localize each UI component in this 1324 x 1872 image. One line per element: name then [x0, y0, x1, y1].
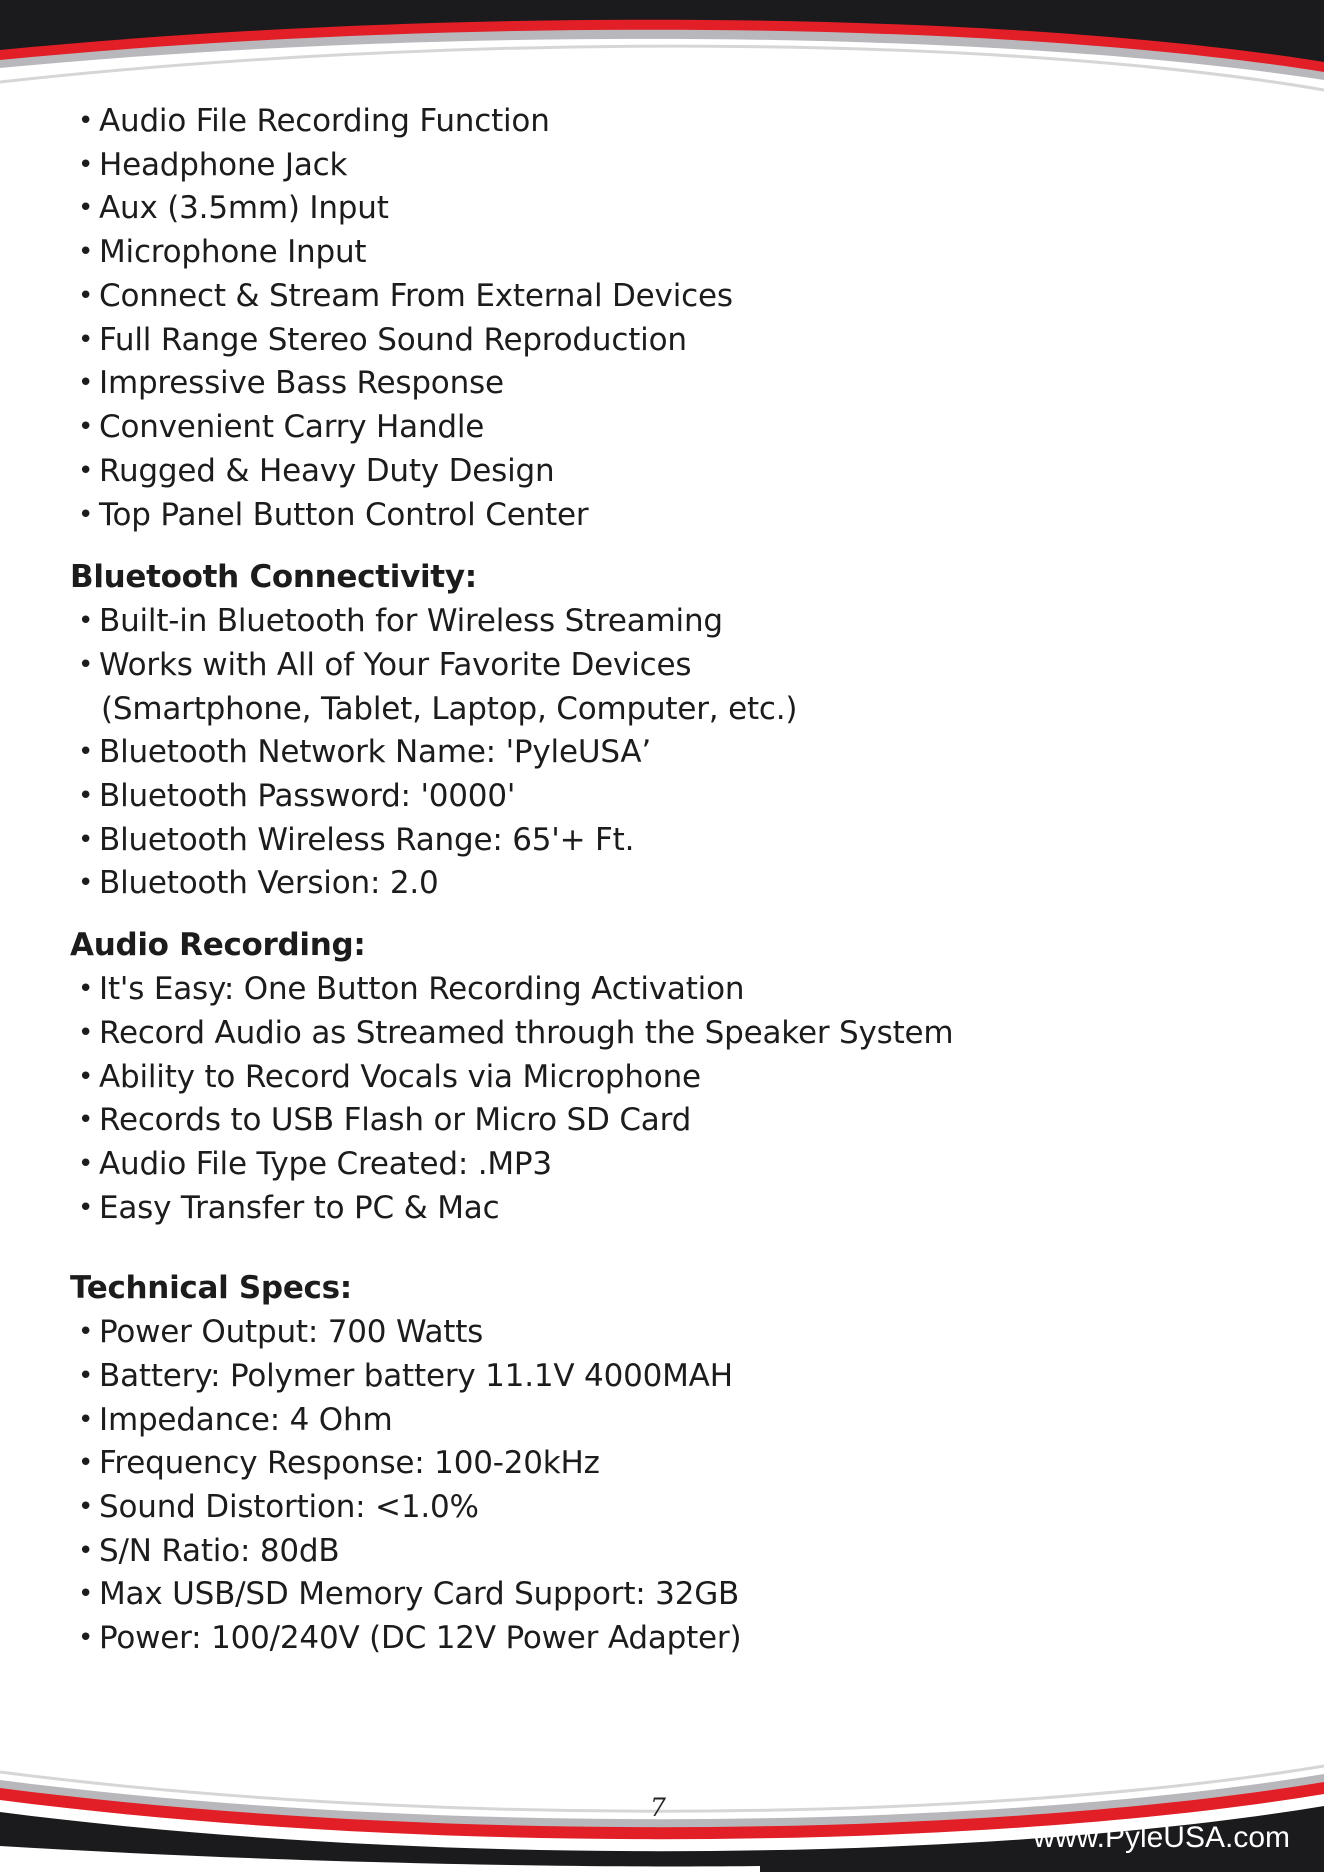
- section-heading-audio-recording: Audio Recording:: [70, 927, 366, 963]
- bullet-icon: •: [78, 737, 94, 767]
- bullet-icon: •: [78, 650, 94, 680]
- spec-item: • Power Output: 700 Watts: [78, 1310, 483, 1356]
- bullet-icon: •: [78, 868, 94, 898]
- spec-item: • Frequency Response: 100-20kHz: [78, 1441, 600, 1487]
- bullet-icon: •: [78, 456, 94, 486]
- feature-item: • Rugged & Heavy Duty Design: [78, 449, 554, 495]
- bullet-icon: •: [78, 368, 94, 398]
- spec-item: • Battery: Polymer battery 11.1V 4000MAH: [78, 1354, 733, 1400]
- bullet-icon: •: [78, 237, 94, 267]
- feature-item-continuation: (Smartphone, Tablet, Laptop, Computer, etc.): [101, 691, 798, 727]
- feature-item: • Aux (3.5mm) Input: [78, 186, 389, 232]
- feature-item: • Ability to Record Vocals via Microphone: [78, 1055, 701, 1101]
- bullet-icon: •: [78, 781, 94, 811]
- bullet-icon: •: [78, 106, 94, 136]
- feature-item: • Headphone Jack: [78, 143, 347, 189]
- bullet-icon: •: [78, 974, 94, 1004]
- bullet-icon: •: [78, 606, 94, 636]
- feature-item: • Easy Transfer to PC & Mac: [78, 1186, 499, 1232]
- bullet-icon: •: [78, 1018, 94, 1048]
- bullet-icon: •: [78, 193, 94, 223]
- bullet-icon: •: [78, 1405, 94, 1435]
- bullet-icon: •: [78, 325, 94, 355]
- bullet-icon: •: [78, 1317, 94, 1347]
- bullet-icon: •: [78, 1361, 94, 1391]
- spec-item: • Power: 100/240V (DC 12V Power Adapter): [78, 1616, 741, 1662]
- feature-item: • Bluetooth Password: '0000': [78, 774, 515, 820]
- bullet-icon: •: [78, 1623, 94, 1653]
- bullet-icon: •: [78, 1492, 94, 1522]
- bullet-icon: •: [78, 1105, 94, 1135]
- feature-item: • Audio File Type Created: .MP3: [78, 1142, 552, 1188]
- feature-item: • Impressive Bass Response: [78, 361, 504, 407]
- spec-item: • Max USB/SD Memory Card Support: 32GB: [78, 1572, 739, 1618]
- bullet-icon: •: [78, 500, 94, 530]
- feature-item: • It's Easy: One Button Recording Activation: [78, 967, 744, 1013]
- feature-item: • Works with All of Your Favorite Devices: [78, 643, 691, 689]
- feature-item: • Convenient Carry Handle: [78, 405, 484, 451]
- feature-item: • Record Audio as Streamed through the Speaker System: [78, 1011, 953, 1057]
- spec-item: • S/N Ratio: 80dB: [78, 1529, 339, 1575]
- bullet-icon: •: [78, 150, 94, 180]
- bullet-icon: •: [78, 1149, 94, 1179]
- bullet-icon: •: [78, 412, 94, 442]
- feature-item: • Top Panel Button Control Center: [78, 493, 588, 539]
- spec-item: • Sound Distortion: <1.0%: [78, 1485, 479, 1531]
- bullet-icon: •: [78, 1193, 94, 1223]
- feature-item: • Full Range Stereo Sound Reproduction: [78, 318, 687, 364]
- feature-item: • Bluetooth Network Name: 'PyleUSA’: [78, 730, 651, 776]
- bullet-icon: •: [78, 1536, 94, 1566]
- feature-item: • Audio File Recording Function: [78, 99, 550, 145]
- bullet-icon: •: [78, 825, 94, 855]
- spec-item: • Impedance: 4 Ohm: [78, 1398, 392, 1444]
- bullet-icon: •: [78, 1062, 94, 1092]
- section-heading-technical-specs: Technical Specs:: [70, 1270, 352, 1306]
- bullet-icon: •: [78, 281, 94, 311]
- bullet-icon: •: [78, 1579, 94, 1609]
- feature-item: • Records to USB Flash or Micro SD Card: [78, 1098, 691, 1144]
- feature-item: • Bluetooth Wireless Range: 65'+ Ft.: [78, 818, 634, 864]
- feature-item: • Built-in Bluetooth for Wireless Streaming: [78, 599, 723, 645]
- feature-item: • Connect & Stream From External Devices: [78, 274, 733, 320]
- page-number: 7: [650, 1793, 666, 1822]
- feature-item: • Bluetooth Version: 2.0: [78, 861, 439, 907]
- bullet-icon: •: [78, 1448, 94, 1478]
- feature-item: • Microphone Input: [78, 230, 366, 276]
- website-url[interactable]: www.PyleUSA.com: [1033, 1821, 1290, 1854]
- section-heading-bluetooth: Bluetooth Connectivity:: [70, 559, 477, 595]
